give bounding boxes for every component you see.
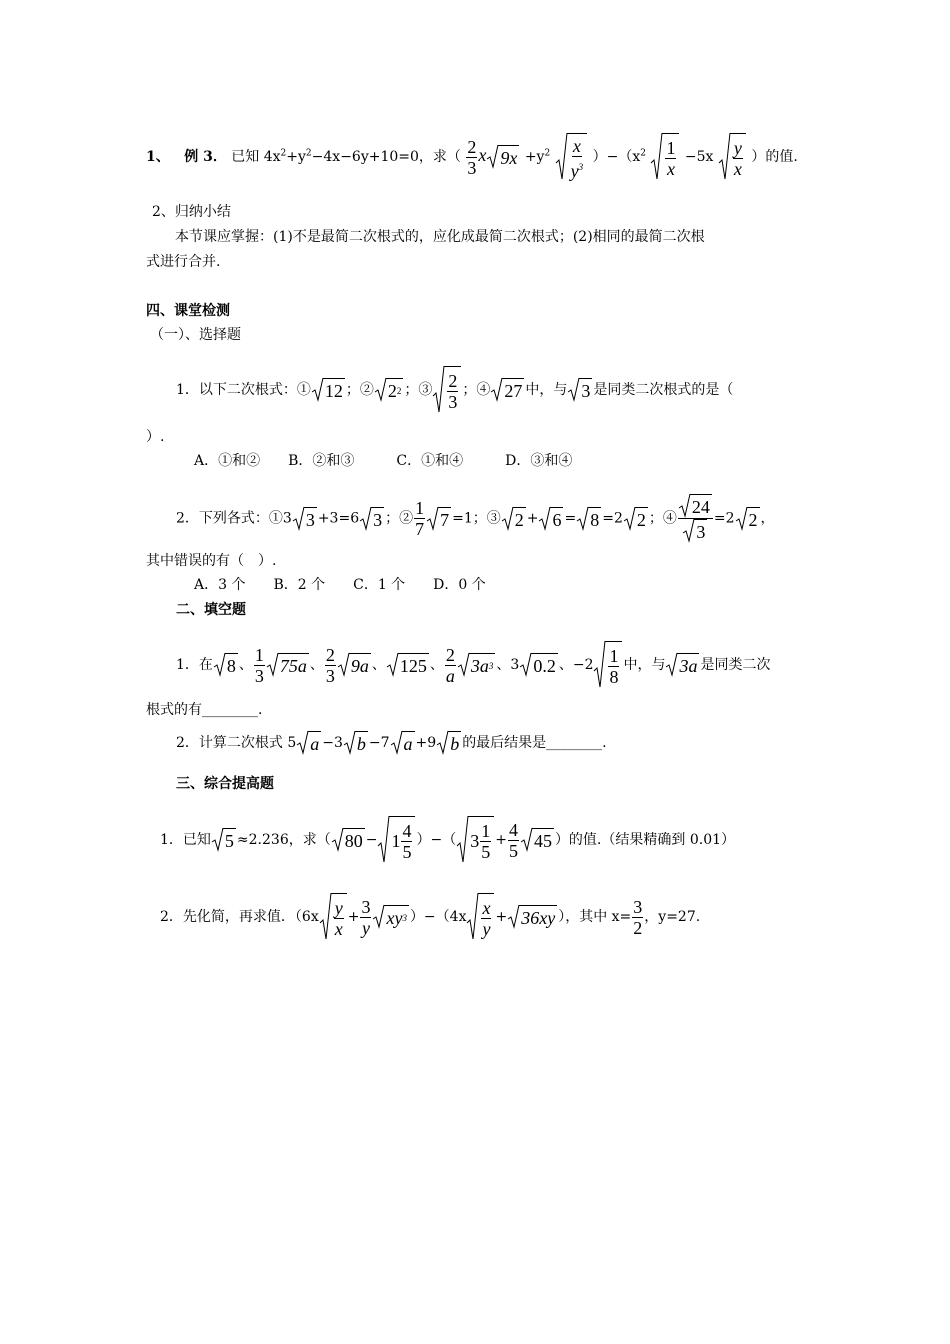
summary-line-1: 本节课应掌握：(1)不是最简二次根式的，应化成最简二次根式；(2)相同的最简二次根 (175, 229, 705, 245)
choice-question-1-cont: ）. (146, 429, 165, 445)
comprehensive-question-2: 2．先化简，再求值．（6x y x + $\frac{3}{y}$ xy 3 ）−（4x x y + 36xy ），其中 x= $\frac{3}{2}$ ，y=27. (160, 893, 700, 941)
fill-question-2: 2．计算二次根式 5 a −3 b −7 a +9 b 的最后结果是________. (176, 731, 607, 755)
sqrt-y-over-x: y x (719, 133, 746, 181)
fill-question-1: 1．在 8 、 $\frac{1}{3}$ 75a 、 $\frac{2}{3}$ 9a 、 125 、 $\frac{2}{a}$ 3a 3 、3 0.2 、−2 1 8 中，与 3a 是同类二次 (176, 641, 770, 689)
choice-subheading: （一）、选择题 (150, 327, 241, 343)
choice-question-2-cont: 其中错误的有（ ）. (146, 553, 277, 569)
sqrt-x-over-y3: x $y^3$ (556, 133, 588, 181)
sqrt-27: 27 (491, 378, 524, 402)
comprehensive-question-1: 1．已知 5 ≈2.236，求（ 80 − 1 4 5 ）−（ 3 1 5 + $\frac{4}{5}$ 45 ）的值.（结果精确到 0.01） (160, 816, 735, 864)
item-number: 1、 (146, 149, 170, 165)
example-3-line: 1、 例 3． 已知 $4x^2+y^2-4x-6y+10=0$，求（ $\frac{2}{3}$ x 9x $+y^2$ x $y^3$ ）$-(x^2$ 1 x −5x y x ）的值. (146, 133, 798, 181)
section-4-heading: 四、课堂检测 (146, 303, 230, 319)
fraction-2-3: $\frac{2}{3}$ (467, 136, 477, 178)
sqrt-2-over-3: 2 3 (433, 366, 461, 414)
choice-question-2: 2．下列各式：①3 3 +3=6 3 ；② $\frac{1}{7}$ 7 =1；③ 2 + 6 = 8 =2 2 ；④ $\frac{24}{3}$ =2 2 ， (176, 494, 775, 543)
sqrt-12: 12 (312, 378, 345, 402)
sqrt-9x: 9x (487, 145, 519, 169)
choice-question-1: 1．以下二次根式：① 12 ；② 2 2 ；③ 2 3 ；④ 27 中，与 3 是同类二次根式的是（ (176, 366, 733, 414)
summary-line-2: 式进行合并. (146, 254, 221, 270)
comprehensive-subheading: 三、综合提高题 (176, 776, 274, 792)
sqrt-3: 3 (568, 378, 592, 402)
sqrt-1-over-x: 1 x (651, 133, 679, 181)
fill-subheading: 二、填空题 (176, 602, 246, 618)
choice-question-1-options: A．①和② B．②和③ C．①和④ D．③和④ (194, 453, 573, 469)
fill-question-1-cont: 根式的有________. (146, 702, 263, 718)
sqrt-2-squared: 2 2 (375, 378, 404, 402)
example-label: 例 3． (184, 149, 227, 165)
choice-question-2-options: A．3 个 B．2 个 C．1 个 D．0 个 (194, 577, 486, 593)
summary-heading: 2、归纳小结 (152, 204, 231, 220)
